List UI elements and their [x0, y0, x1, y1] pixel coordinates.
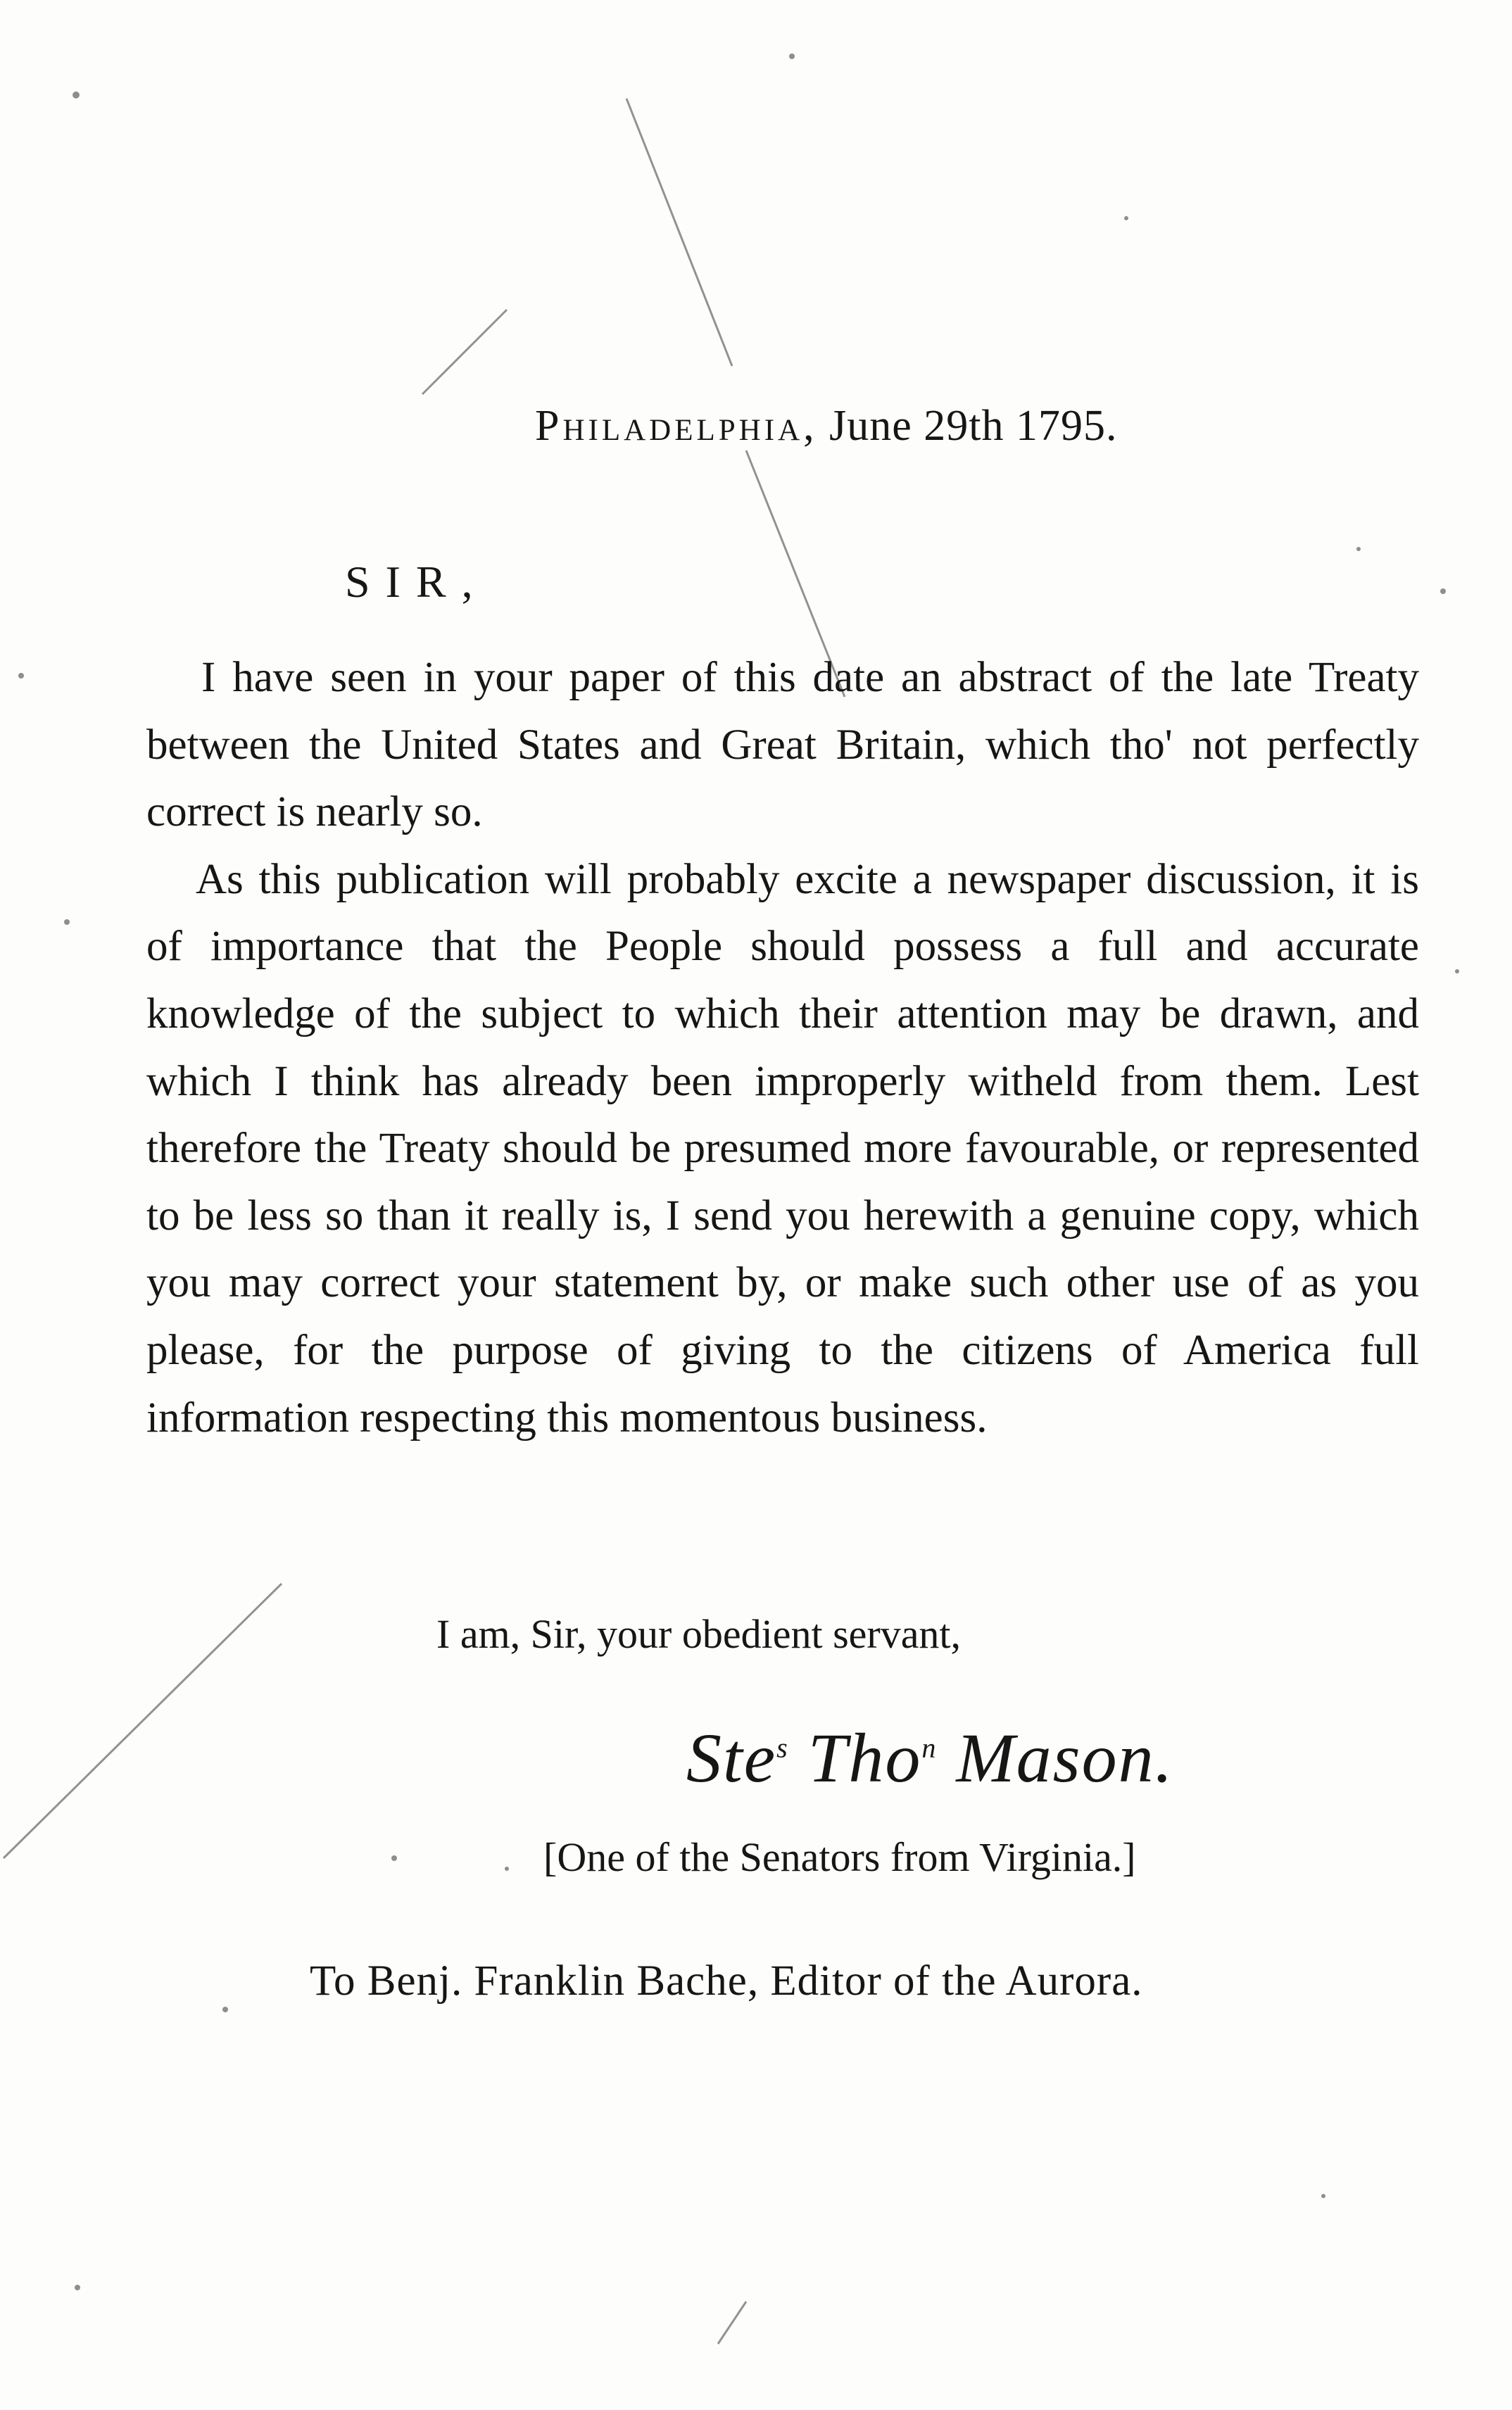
signature-middle-superscript: n: [921, 1731, 938, 1764]
signature-last: Mason.: [956, 1719, 1174, 1797]
affiliation: [One of the Senators from Virginia.]: [543, 1834, 1136, 1880]
addressee: To Benj. Franklin Bache, Editor of the Aurora.: [310, 1957, 1143, 2005]
letter-body: [146, 644, 1419, 1451]
dateline: [535, 401, 1422, 451]
salutation: SIR,: [345, 557, 489, 607]
paragraph-1: I have seen in your paper of this date an abstract of the late Treaty between the United States and Great Britain, which tho' not perfectly correct is nearly so.: [146, 654, 1419, 836]
signature-first: Ste: [686, 1719, 777, 1797]
signature-middle: Tho: [807, 1719, 922, 1797]
complimentary-close: I am, Sir, your obedient servant,: [436, 1611, 962, 1657]
signature: [686, 1717, 1174, 1798]
dateline-place: Philadelphia,: [535, 402, 818, 450]
paragraph-2: As this publication will probably excite a newspaper discussion, it is of importance that the People should possess a full and accurate knowledge of the subject to which their attention may be drawn, and which I think has already been improperly witheld from them. Lest therefore the Treaty should be presumed more favourable, or represented to be less so than it really is, I send you herewith a genuine copy, which you may correct your statement by, or make such other use of as you please, for the purpose of giving to the citizens of America full information respecting this momentous business.: [146, 855, 1419, 1441]
dateline-date: June 29th 1795.: [829, 402, 1118, 450]
signature-first-superscript: s: [776, 1731, 789, 1764]
